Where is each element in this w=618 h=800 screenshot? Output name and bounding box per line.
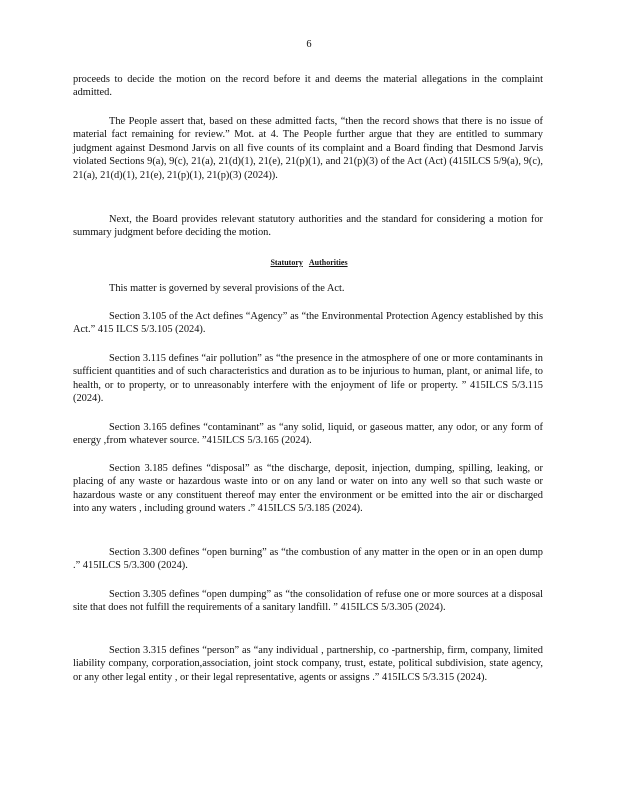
section-heading [0, 256, 618, 269]
paragraph-section-3-165: Section 3.165 defines “contaminant” as “any solid, liquid, or gaseous matter, any odor, or any form of energy ,from whatever source. ”415ILCS 5/3.165 (2024). [73, 422, 543, 447]
heading-word-authorities: Authorities [308, 258, 348, 267]
paragraph-section-3-105: Section 3.105 of the Act defines “Agency” as “the Environmental Protection Agency established by this Act.” 415 ILCS 5/3.105 (2024). [73, 311, 543, 336]
paragraph-section-3-305: Section 3.305 defines “open dumping” as “the consolidation of refuse one or more sources at a disposal site that does not fulfill the requirements of a sanitary landfill. ” 415ILCS 5/3.305 (2024). [73, 589, 543, 614]
paragraph-section-3-315: Section 3.315 defines “person” as “any individual , partnership, co -partnership, firm, company, limited liability company, corporation,association, joint stock company, trust, estate, political subdivision, state agency, or any other legal entity , or their legal representative, agents or assigns .” 415ILCS 5/3.315 (2024). [73, 645, 543, 683]
paragraph-continuation: proceeds to decide the motion on the record before it and deems the material allegations in the complaint admitted. [73, 74, 543, 99]
paragraph-governed: This matter is governed by several provisions of the Act. [109, 283, 345, 294]
heading-word-statutory: Statutory [270, 258, 303, 267]
page-number: 6 [306, 39, 312, 50]
paragraph-people-assert: The People assert that, based on these admitted facts, “then the record shows that there is no issue of material fact remaining for review.” Mot. at 4. The People further argue that they are entitled to summary judgment against Desmond Jarvis on all five counts of its complaint and a Board finding that Desmond Jarvis violated Sections 9(a), 9(c), 21(a), 21(d)(1), 21(e), 21(p)(1), and 21(p)(3) of the Act (Act) (415ILCS 5/9(a), 9(c), 21(a), 21(d)(1), 21(e), 21(p)(1), 21(p)(3) (2024)). [73, 116, 543, 181]
paragraph-section-3-300: Section 3.300 defines “open burning” as “the combustion of any matter in the open or in an open dump .” 415ILCS 5/3.300 (2024). [73, 547, 543, 572]
paragraph-section-3-115: Section 3.115 defines “air pollution” as “the presence in the atmosphere of one or more contaminants in sufficient quantities and of such characteristics and duration as to be injurious to human, plant, or animal life, to health, or to property, or to unreasonably interfere with the enjoyment of life or property. ” 415ILCS 5/3.115 (2024). [73, 353, 543, 405]
paragraph-next-board: Next, the Board provides relevant statutory authorities and the standard for considering a motion for summary judgment before deciding the motion. [73, 214, 543, 239]
paragraph-section-3-185: Section 3.185 defines “disposal” as “the discharge, deposit, injection, dumping, spilling, leaking, or placing of any waste or hazardous waste into or on any land or water on into any well so that such waste or hazardous waste or any constituent thereof may enter the environment or be emitted into the air or discharged into any waters , including ground waters .” 415ILCS 5/3.185 (2024). [73, 463, 543, 515]
